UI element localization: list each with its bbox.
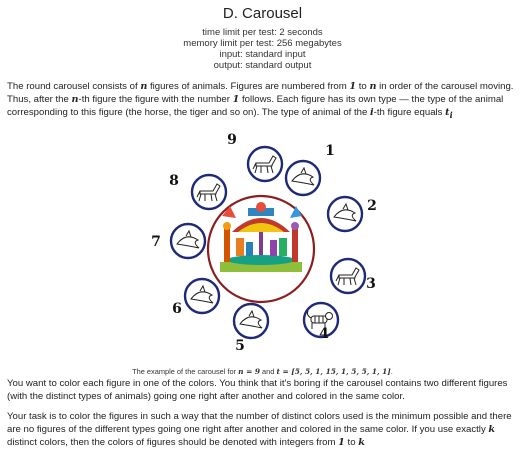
math-n-9: n = 9 (238, 367, 260, 376)
math-k: k (488, 424, 496, 435)
text: The round carousel consists of (7, 81, 141, 92)
figure-ring-7 (171, 224, 205, 258)
math-k: k (358, 437, 365, 448)
text: and (260, 367, 277, 376)
input-spec: input: standard input (219, 49, 306, 60)
figure-number-1: 1 (325, 143, 335, 159)
output-spec: output: standard output (213, 60, 312, 71)
text: -th figure the figure with the number (78, 94, 233, 105)
math-t: t (445, 107, 450, 118)
figure-number-9: 9 (227, 132, 237, 148)
text: The example of the carousel for (132, 367, 239, 376)
math-t-array: t = [5, 5, 1, 15, 1, 5, 5, 1, 1] (276, 367, 391, 376)
text: follows. Each figure has its own type — the type of the animal corresponding to this figure (the horse, the tiger and so on). The type of animal of the (7, 94, 504, 118)
carousel-center-image (208, 196, 314, 302)
text: . (390, 367, 393, 376)
text: figures of animals. Figures are numbered from (147, 81, 350, 92)
text: in order of the carousel moving. Thus, after the (7, 81, 514, 105)
text: to (344, 437, 359, 448)
math-n: n (71, 94, 79, 105)
time-limit: time limit per test: 2 seconds (202, 27, 323, 38)
text: -th figure equals (373, 107, 446, 118)
math-1: 1 (338, 437, 345, 448)
figure-ring-5 (234, 304, 268, 338)
figure-ring-3 (331, 259, 365, 293)
carousel-figure (140, 128, 400, 360)
statement-paragraph-1 (7, 80, 519, 122)
figure-ring-1 (286, 161, 320, 195)
figure-caption (0, 367, 525, 376)
figure-number-3: 3 (366, 276, 376, 292)
math-sub-i: i (449, 109, 453, 120)
figure-ring-8 (192, 175, 226, 209)
math-i: i (370, 107, 374, 118)
memory-limit: memory limit per test: 256 megabytes (183, 38, 342, 49)
figure-number-6: 6 (172, 301, 182, 317)
tiger-head (326, 313, 333, 320)
problem-title: D. Carousel (222, 5, 303, 22)
figure-ring-9 (248, 147, 282, 181)
figure-number-2: 2 (367, 198, 377, 214)
figure-ring-2 (328, 197, 362, 231)
math-n: n (140, 81, 148, 92)
figure-ring-6 (185, 279, 219, 313)
figure-number-5: 5 (235, 338, 245, 354)
figure-number-4: 4 (319, 326, 329, 342)
text: to (356, 81, 370, 92)
math-n: n (369, 81, 377, 92)
math-1: 1 (232, 94, 240, 105)
text: distinct colors, then the colors of figures should be denoted with integers from (7, 437, 339, 448)
text: Your task is to color the figures in such a way that the number of distinct colors used is the minimum possible and there are no figures of the different types going one right after another and colored in the same color. If you use exactly (7, 411, 512, 435)
statement-paragraph-2: You want to color each figure in one of the colors. You think that it's boring if the carousel contains two different figures (with the distinct types of animals) going one right after another and colored in the same color. (7, 378, 508, 402)
figure-number-7: 7 (151, 234, 161, 250)
statement-paragraph-3 (7, 410, 519, 449)
math-1: 1 (349, 81, 357, 92)
figure-number-8: 8 (169, 173, 179, 189)
